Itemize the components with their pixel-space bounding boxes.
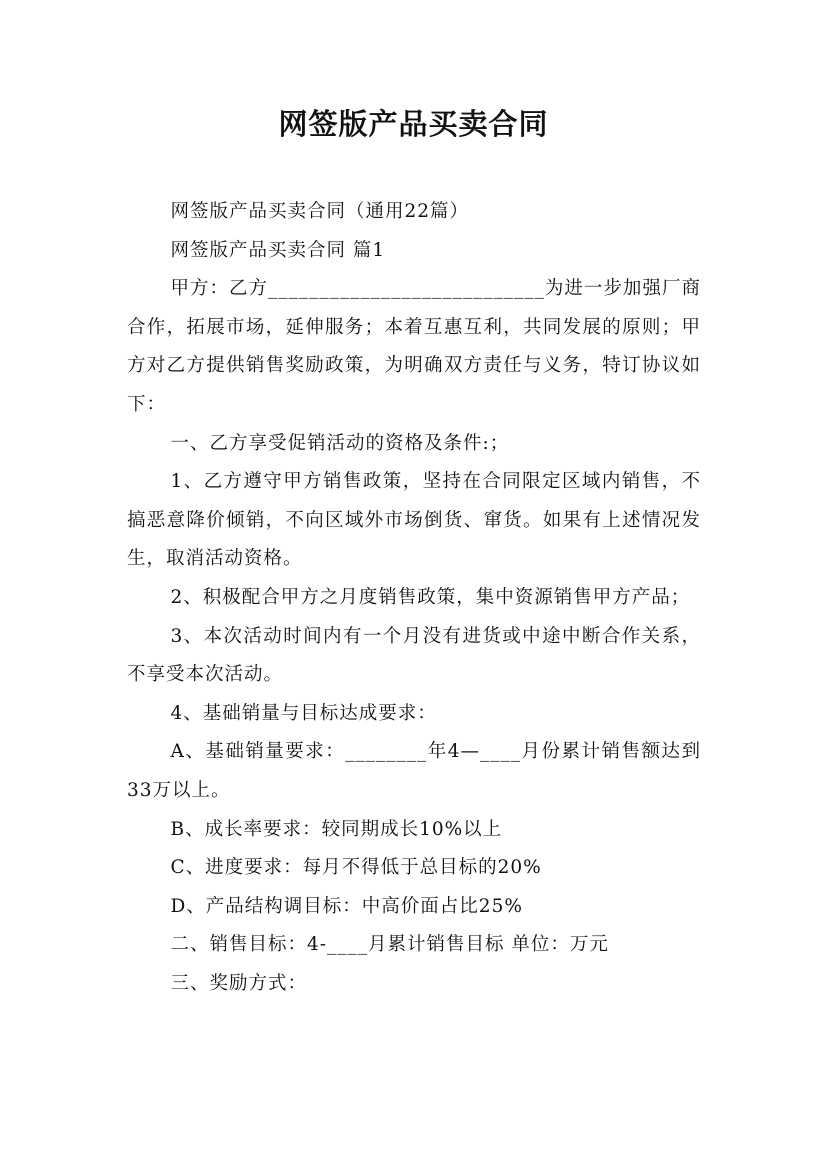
paragraph-clause-4b: B、成长率要求：较同期成长10%以上 [170,818,503,840]
paragraph-chapter-heading: 网签版产品买卖合同 篇1 [170,239,386,261]
document-title: 网签版产品买卖合同 [278,107,549,141]
paragraph-clause-4d: D、产品结构调目标：中高价面占比25% [170,895,523,917]
paragraph-section-2: 二、销售目标：4-____月累计销售目标 单位：万元 [170,934,609,956]
paragraph-subtitle: 网签版产品买卖合同（通用22篇） [170,201,470,222]
paragraph-clause-3: 3、本次活动时间内有一个月没有进货或中途中断合作关系，不享受本次活动。 [127,625,701,686]
paragraph-section-1-heading: 一、乙方享受促销活动的资格及条件:； [170,432,510,454]
paragraph-clause-4a: A、基础销量要求：________年4—____月份累计销售额达到33万以上。 [127,741,701,801]
paragraph-intro: 甲方：乙方___________________________为进一步加强厂商合作，拓展市场，延伸服务；本着互惠互利，共同发展的原则；甲方对乙方提供销售奖励政策，为明确双方责任与义务，特订协议如下： [127,278,701,415]
paragraph-clause-4c: C、进度要求：每月不得低于总目标的20% [170,857,542,879]
paragraph-clause-2: 2、积极配合甲方之月度销售政策，集中资源销售甲方产品； [170,586,691,608]
paragraph-clause-1: 1、乙方遵守甲方销售政策，坚持在合同限定区域内销售，不搞恶意降价倾销，不向区域外市场倒货、窜货。如果有上述情况发生，取消活动资格。 [127,471,701,570]
paragraph-section-3: 三、奖励方式： [170,972,307,994]
paragraph-clause-4: 4、基础销量与目标达成要求： [170,702,437,724]
document-body [127,193,701,1003]
